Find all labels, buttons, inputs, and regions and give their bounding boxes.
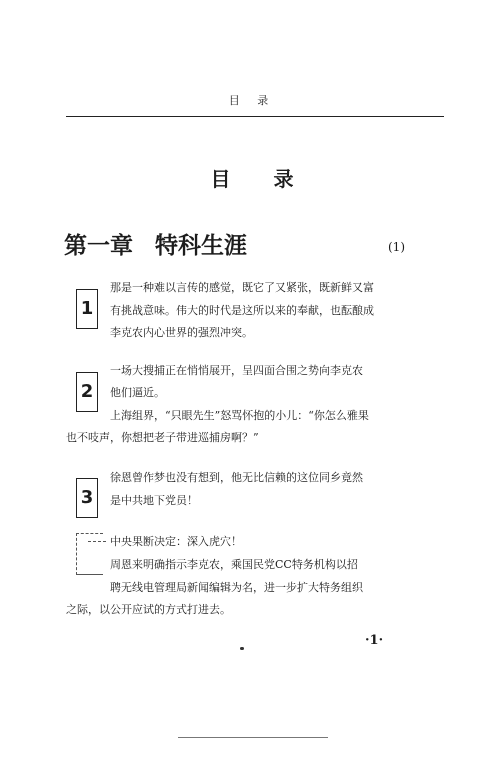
faded-box-line [88, 541, 106, 542]
entry-text-line: 他们逼近。 [110, 386, 165, 399]
entry-text-line: 之际，以公开应试的方式打进去。 [66, 603, 231, 616]
chapter-page-ref: (1) [388, 240, 405, 254]
entry-text-line: 一场大搜捕正在悄悄展开，呈四面合围之势向李克农 [110, 364, 363, 377]
chapter-title [64, 227, 247, 260]
page-title: 目 录 [210, 167, 312, 191]
section-number-box: 3 [76, 478, 98, 518]
header-rule [66, 116, 444, 117]
entry-text-line: 聘无线电管理局新闻编辑为名，进一步扩大特务组织 [110, 581, 363, 594]
faded-number-box [76, 533, 103, 575]
running-head: 目 录 [228, 94, 276, 107]
section-number-box: 2 [76, 372, 98, 412]
chapter-number: 第一章 [64, 232, 133, 259]
entry-text-line: 也不吱声，你想把老子带进巡捕房啊？” [66, 431, 259, 444]
section-number-box: 1 [76, 289, 98, 329]
page-number: ·1· [365, 633, 384, 648]
entry-text-line: 周恩来明确指示李克农，乘国民党CC特务机构以招 [110, 558, 358, 571]
entry-text-line: 上海组界，“只眼先生”怒骂怀抱的小儿：“你怎么雅果 [110, 409, 369, 422]
entry-text-line: 有挑战意味。伟大的时代是这所以来的奉献，也酝酿成 [110, 304, 374, 317]
entry-text-line: 那是一种难以言传的感觉，既它了又紧张，既新鲜又富 [110, 281, 374, 294]
chapter-name: 特科生涯 [155, 232, 247, 259]
footer-rule [178, 737, 328, 738]
ink-dot [240, 647, 244, 650]
entry-text-line: 徐恩曾作梦也没有想到，他无比信赖的这位同乡竟然 [110, 471, 363, 484]
entry-text-line: 李克农内心世界的强烈冲突。 [110, 326, 253, 339]
entry-text-line: 中央果断决定：深入虎穴！ [110, 535, 242, 548]
entry-text-line: 是中共地下党员！ [110, 494, 198, 507]
